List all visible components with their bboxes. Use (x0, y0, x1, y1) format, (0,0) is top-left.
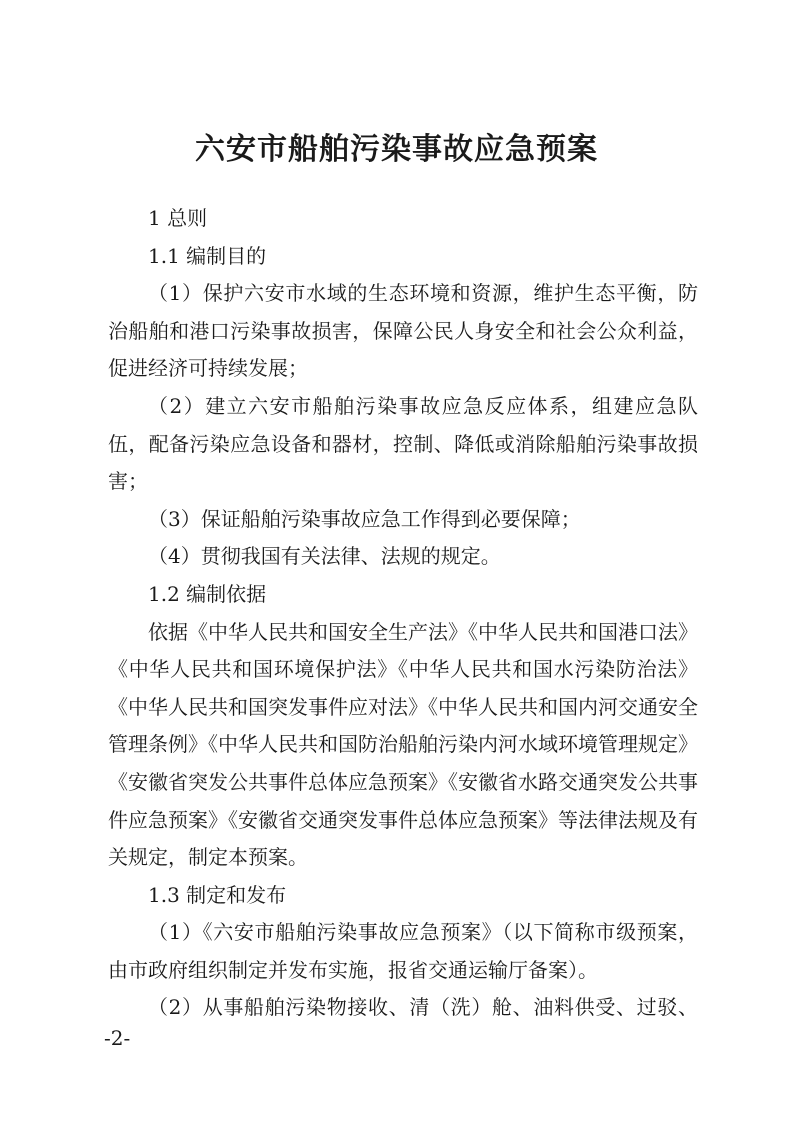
document-body (108, 200, 698, 1027)
subsection-heading-basis: 1.2 编制依据 (148, 581, 267, 606)
page-number: -2- (104, 1026, 131, 1050)
paragraph-purpose-4: （4）贯彻我国有关法律、法规的规定。 (148, 544, 501, 569)
paragraph-purpose-1: （1）保护六安市水域的生态环境和资源，维护生态平衡，防治船舶和港口污染事故损害，保障公民人身安全和社会公众利益，促进经济可持续发展； (108, 281, 698, 381)
section-heading-general: 1 总则 (148, 206, 208, 230)
paragraph-basis: 依据《中华人民共和国安全生产法》《中华人民共和国港口法》《中华人民共和国环境保护法》《中华人民共和国水污染防治法》《中华人民共和国突发事件应对法》《中华人民共和国内河交通安全管理条例》《中华人民共和国防治船舶污染内河水域环境管理规定》《安徽省突发公共事件总体应急预案》《安徽省水路交通突发公共事件应急预案》《安徽省交通突发事件总体应急预案》等法律法规及有关规定，制定本预案。 (108, 619, 698, 870)
subsection-heading-purpose: 1.1 编制目的 (148, 243, 267, 268)
paragraph-formulation-1: （1）《六安市船舶污染事故应急预案》（以下简称市级预案，由市政府组织制定并发布实施，报省交通运输厅备案）。 (108, 920, 698, 982)
subsection-heading-formulation: 1.3 制定和发布 (148, 882, 287, 907)
document-title: 六安市船舶污染事故应急预案 (195, 132, 598, 167)
paragraph-purpose-3: （3）保证船舶污染事故应急工作得到必要保障； (148, 506, 581, 531)
paragraph-purpose-2: （2）建立六安市船舶污染事故应急反应体系，组建应急队伍，配备污染应急设备和器材，控制、降低或消除船舶污染事故损害； (108, 393, 698, 494)
paragraph-formulation-2: （2）从事船舶污染物接收、清（洗）舱、油料供受、过驳、 (148, 995, 698, 1020)
